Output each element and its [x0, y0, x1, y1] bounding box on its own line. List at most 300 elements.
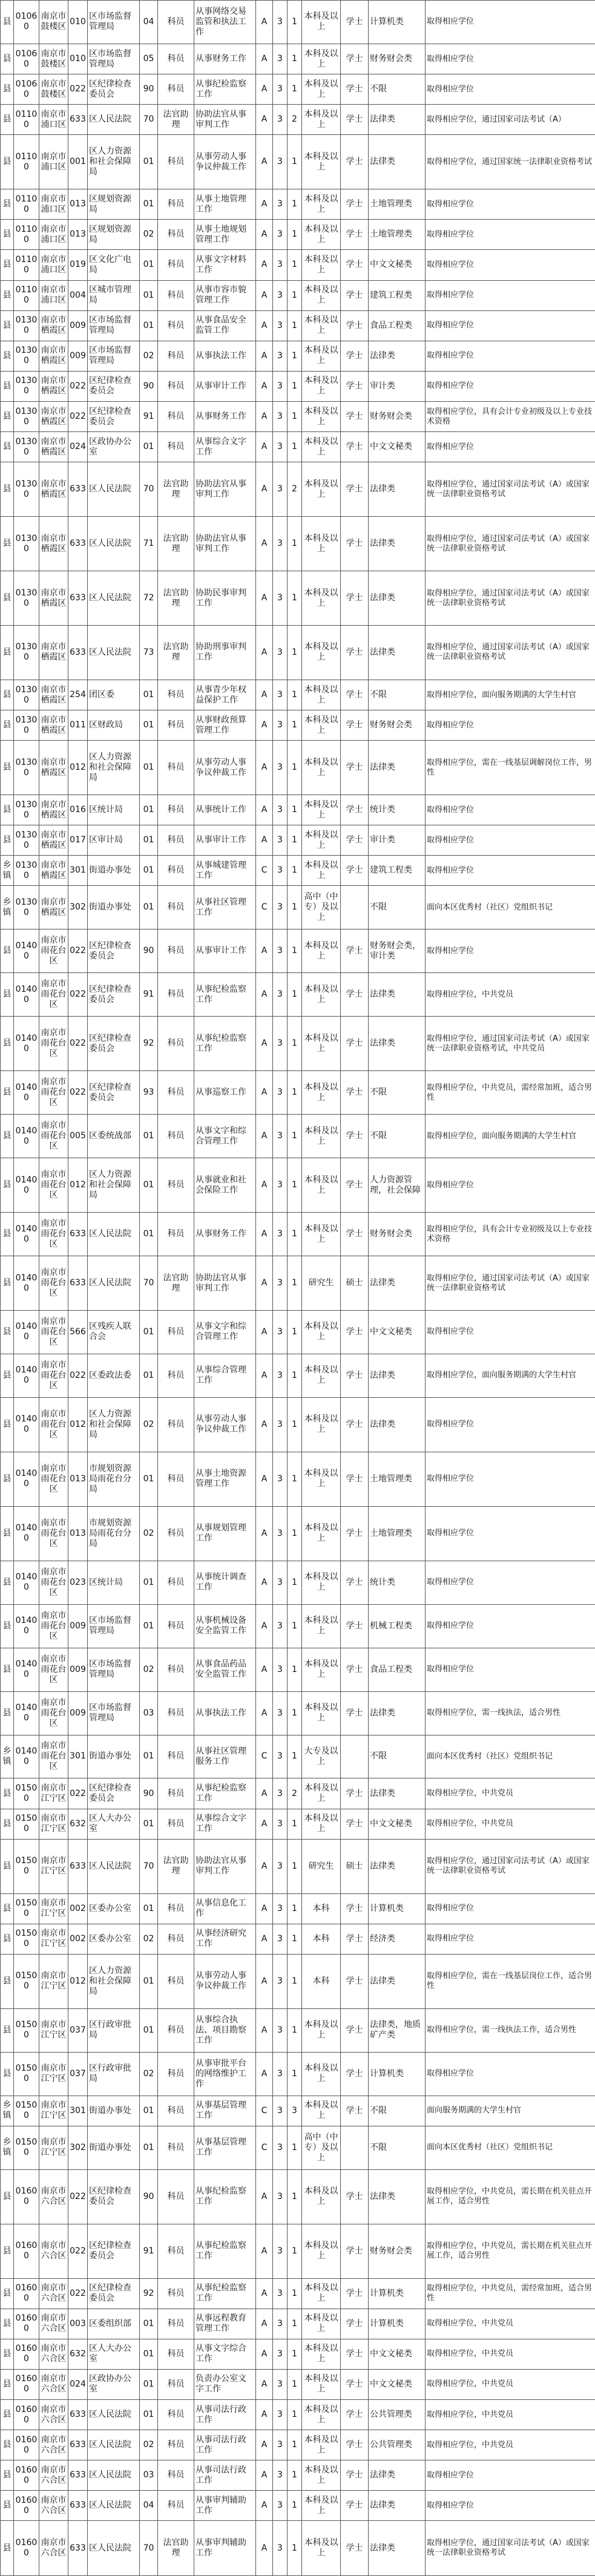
education-cell: 研究生	[302, 1839, 341, 1893]
headcount-cell: 1	[288, 1561, 302, 1604]
unit-code-cell: 002	[68, 1893, 88, 1924]
education-cell: 本科及以上	[302, 2008, 341, 2052]
exam-type-cell: 3	[273, 1809, 288, 1839]
level-cell: 县	[1, 1561, 14, 1604]
position-name-cell: 科员	[158, 929, 194, 973]
position-code-cell: 01	[140, 2339, 158, 2369]
degree-cell: 学士	[341, 462, 369, 517]
headcount-cell: 1	[288, 44, 302, 74]
unit-code-cell: 022	[68, 74, 88, 105]
department-code-cell: 01500	[14, 2052, 39, 2096]
education-cell: 本科及以上	[302, 105, 341, 135]
district-cell: 南京市栖霞区	[39, 462, 68, 517]
major-cell: 计算机类	[369, 2052, 426, 2096]
table-row	[1, 135, 595, 189]
unit-name-cell: 区政协办公室	[88, 432, 140, 462]
degree-cell: 学士	[341, 1924, 369, 1954]
degree-cell: 学士	[341, 1213, 369, 1256]
headcount-cell: 1	[288, 2309, 302, 2339]
unit-name-cell: 区残疾人联合会	[88, 1310, 140, 1354]
category-cell: A	[256, 2224, 273, 2278]
exam-type-cell: 3	[273, 250, 288, 280]
department-code-cell: 01100	[14, 105, 39, 135]
exam-type-cell: 3	[273, 1, 288, 44]
education-cell: 本科及以上	[302, 626, 341, 680]
degree-cell: 学士	[341, 280, 369, 310]
exam-type-cell: 3	[273, 2430, 288, 2460]
major-cell: 法律类	[369, 1954, 426, 2008]
category-cell: A	[256, 1071, 273, 1115]
unit-name-cell: 区人民法院	[88, 2460, 140, 2491]
major-cell: 法律类	[369, 973, 426, 1017]
department-code-cell: 01400	[14, 1506, 39, 1561]
position-name-cell: 科员	[158, 2430, 194, 2460]
table-row	[1, 2278, 595, 2309]
requirements-cell: 取得相应学位	[426, 1506, 595, 1561]
category-cell: C	[256, 2126, 273, 2169]
department-code-cell: 01300	[14, 571, 39, 626]
requirements-cell: 取得相应学位	[426, 2491, 595, 2521]
unit-code-cell: 012	[68, 1158, 88, 1213]
headcount-cell: 1	[288, 856, 302, 886]
headcount-cell: 1	[288, 310, 302, 341]
requirements-cell: 取得相应学位，中共党员	[426, 2309, 595, 2339]
unit-name-cell: 区市场监督管理局	[88, 44, 140, 74]
category-cell: A	[256, 1, 273, 44]
duty-cell: 从事基层管理工作	[194, 2096, 256, 2126]
requirements-cell: 取得相应学位，通过国家司法考试（A）或国家统一法律职业资格考试	[426, 517, 595, 571]
table-row	[1, 401, 595, 431]
headcount-cell: 1	[288, 1256, 302, 1311]
requirements-cell: 取得相应学位，具有会计专业初级及以上专业技术资格	[426, 1213, 595, 1256]
degree-cell: 学士	[341, 2008, 369, 2052]
headcount-cell: 1	[288, 1648, 302, 1691]
degree-cell: 学士	[341, 741, 369, 795]
unit-name-cell: 区市场监督管理局	[88, 1648, 140, 1691]
headcount-cell: 1	[288, 189, 302, 220]
duty-cell: 从事审判辅助工作	[194, 2521, 256, 2576]
district-cell: 南京市雨花台区	[39, 1115, 68, 1158]
requirements-cell: 取得相应学位，通过国家司法考试（A）	[426, 105, 595, 135]
requirements-cell: 取得相应学位	[426, 1561, 595, 1604]
requirements-cell: 取得相应学位，中共党员	[426, 973, 595, 1017]
major-cell: 财务财会类	[369, 710, 426, 741]
duty-cell: 协助法官从事审判工作	[194, 1839, 256, 1893]
level-cell: 乡镇	[1, 1735, 14, 1778]
requirements-cell: 取得相应学位，面向服务期满的大学生村官	[426, 1354, 595, 1397]
major-cell: 法律类	[369, 1397, 426, 1452]
headcount-cell: 1	[288, 1213, 302, 1256]
department-code-cell: 01300	[14, 626, 39, 680]
major-cell: 土地管理类	[369, 1452, 426, 1506]
table-row	[1, 1452, 595, 1506]
unit-name-cell: 区行政审批局	[88, 2008, 140, 2052]
district-cell: 南京市六合区	[39, 2169, 68, 2224]
position-name-cell: 科员	[158, 1213, 194, 1256]
headcount-cell: 1	[288, 1735, 302, 1778]
major-cell: 法律类	[369, 1354, 426, 1397]
exam-type-cell: 3	[273, 626, 288, 680]
exam-type-cell: 3	[273, 1017, 288, 1071]
table-row	[1, 973, 595, 1017]
unit-name-cell: 区行政审批局	[88, 2052, 140, 2096]
position-code-cell: 02	[140, 1506, 158, 1561]
district-cell: 南京市江宁区	[39, 1954, 68, 2008]
position-name-cell: 科员	[158, 1893, 194, 1924]
unit-code-cell: 022	[68, 401, 88, 431]
degree-cell: 学士	[341, 2096, 369, 2126]
category-cell: A	[256, 371, 273, 401]
category-cell: A	[256, 105, 273, 135]
table-row	[1, 571, 595, 626]
exam-type-cell: 3	[273, 825, 288, 856]
unit-code-cell: 633	[68, 1256, 88, 1311]
department-code-cell: 01500	[14, 2008, 39, 2052]
position-code-cell: 01	[140, 2096, 158, 2126]
requirements-cell: 取得相应学位，具有会计专业初级及以上专业技术资格	[426, 401, 595, 431]
department-code-cell: 01400	[14, 1310, 39, 1354]
table-row	[1, 1561, 595, 1604]
district-cell: 南京市鼓楼区	[39, 44, 68, 74]
department-code-cell: 01300	[14, 371, 39, 401]
district-cell: 南京市雨花台区	[39, 1397, 68, 1452]
position-code-cell: 01	[140, 2400, 158, 2430]
department-code-cell: 01500	[14, 2096, 39, 2126]
requirements-cell: 取得相应学位，需在一线基层岗位工作，适合男性	[426, 1954, 595, 2008]
education-cell: 研究生	[302, 1256, 341, 1311]
level-cell: 乡镇	[1, 886, 14, 929]
unit-name-cell: 区纪律检查委员会	[88, 929, 140, 973]
duty-cell: 从事纪检监察工作	[194, 2278, 256, 2309]
category-cell: A	[256, 1648, 273, 1691]
unit-code-cell: 633	[68, 2460, 88, 2491]
position-name-cell: 科员	[158, 1954, 194, 2008]
exam-type-cell: 3	[273, 341, 288, 371]
headcount-cell: 2	[288, 1778, 302, 1809]
table-row	[1, 1017, 595, 1071]
duty-cell: 从事综合执法、项目勘察工作	[194, 2008, 256, 2052]
unit-code-cell: 013	[68, 1506, 88, 1561]
position-name-cell: 科员	[158, 1691, 194, 1735]
exam-type-cell: 3	[273, 856, 288, 886]
category-cell: A	[256, 135, 273, 189]
unit-code-cell: 012	[68, 741, 88, 795]
unit-code-cell: 633	[68, 571, 88, 626]
unit-name-cell: 区人民法院	[88, 462, 140, 517]
unit-code-cell: 022	[68, 1071, 88, 1115]
education-cell: 本科及以上	[302, 825, 341, 856]
position-code-cell: 02	[140, 341, 158, 371]
exam-type-cell: 3	[273, 432, 288, 462]
duty-cell: 从事土地资源管理工作	[194, 1452, 256, 1506]
requirements-cell: 取得相应学位	[426, 44, 595, 74]
unit-code-cell: 009	[68, 1691, 88, 1735]
level-cell: 县	[1, 1115, 14, 1158]
education-cell: 大专及以上	[302, 1735, 341, 1778]
education-cell: 本科及以上	[302, 2460, 341, 2491]
table-row	[1, 1839, 595, 1893]
table-row	[1, 1691, 595, 1735]
education-cell: 本科及以上	[302, 680, 341, 710]
level-cell: 县	[1, 825, 14, 856]
department-code-cell: 01400	[14, 1604, 39, 1648]
district-cell: 南京市六合区	[39, 2491, 68, 2521]
level-cell: 县	[1, 135, 14, 189]
position-code-cell: 01	[140, 1158, 158, 1213]
exam-type-cell: 3	[273, 2126, 288, 2169]
table-row	[1, 1213, 595, 1256]
headcount-cell: 1	[288, 2521, 302, 2576]
exam-type-cell: 3	[273, 1604, 288, 1648]
unit-code-cell: 022	[68, 1354, 88, 1397]
unit-name-cell: 区人力资源和社会保障局	[88, 1397, 140, 1452]
education-cell: 本科及以上	[302, 2491, 341, 2521]
level-cell: 县	[1, 2224, 14, 2278]
department-code-cell: 01600	[14, 2491, 39, 2521]
duty-cell: 从事信息化工作	[194, 1893, 256, 1924]
table-row	[1, 1735, 595, 1778]
headcount-cell: 1	[288, 741, 302, 795]
category-cell: A	[256, 1354, 273, 1397]
unit-code-cell: 022	[68, 1778, 88, 1809]
unit-code-cell: 633	[68, 1839, 88, 1893]
unit-code-cell: 024	[68, 432, 88, 462]
table-row	[1, 1809, 595, 1839]
unit-code-cell: 301	[68, 2096, 88, 2126]
district-cell: 南京市江宁区	[39, 2096, 68, 2126]
table-row	[1, 2400, 595, 2430]
department-code-cell: 01300	[14, 517, 39, 571]
department-code-cell: 01400	[14, 1071, 39, 1115]
education-cell: 本科及以上	[302, 280, 341, 310]
headcount-cell: 1	[288, 1071, 302, 1115]
unit-name-cell: 区纪律检查委员会	[88, 973, 140, 1017]
level-cell: 县	[1, 1604, 14, 1648]
position-code-cell: 01	[140, 2126, 158, 2169]
degree-cell: 学士	[341, 1115, 369, 1158]
position-code-cell: 03	[140, 1691, 158, 1735]
requirements-cell: 取得相应学位	[426, 432, 595, 462]
position-name-cell: 科员	[158, 432, 194, 462]
requirements-cell: 取得相应学位	[426, 250, 595, 280]
unit-name-cell: 区审计局	[88, 825, 140, 856]
position-name-cell: 科员	[158, 1778, 194, 1809]
major-cell: 法律类	[369, 105, 426, 135]
unit-name-cell: 区纪律检查委员会	[88, 2169, 140, 2224]
duty-cell: 从事土地规划管理工作	[194, 220, 256, 250]
position-name-cell: 法官助理	[158, 571, 194, 626]
position-code-cell: 01	[140, 250, 158, 280]
department-code-cell: 01600	[14, 2309, 39, 2339]
major-cell: 不限	[369, 2096, 426, 2126]
category-cell: A	[256, 973, 273, 1017]
unit-name-cell: 区人民法院	[88, 571, 140, 626]
position-name-cell: 科员	[158, 2491, 194, 2521]
position-code-cell: 01	[140, 1954, 158, 2008]
education-cell: 本科及以上	[302, 250, 341, 280]
district-cell: 南京市鼓楼区	[39, 74, 68, 105]
position-name-cell: 科员	[158, 371, 194, 401]
major-cell: 不限	[369, 1735, 426, 1778]
department-code-cell: 01100	[14, 250, 39, 280]
duty-cell: 从事土地管理工作	[194, 189, 256, 220]
unit-name-cell: 区人民法院	[88, 1213, 140, 1256]
district-cell: 南京市雨花台区	[39, 1071, 68, 1115]
level-cell: 县	[1, 1256, 14, 1311]
exam-type-cell: 3	[273, 310, 288, 341]
unit-code-cell: 633	[68, 2491, 88, 2521]
headcount-cell: 1	[288, 517, 302, 571]
education-cell: 本科及以上	[302, 2309, 341, 2339]
unit-name-cell: 区市场监督管理局	[88, 1, 140, 44]
table-row	[1, 2339, 595, 2369]
education-cell: 本科及以上	[302, 310, 341, 341]
district-cell: 南京市雨花台区	[39, 929, 68, 973]
unit-code-cell: 012	[68, 1397, 88, 1452]
position-code-cell: 01	[140, 432, 158, 462]
level-cell: 县	[1, 626, 14, 680]
degree-cell: 学士	[341, 2369, 369, 2399]
category-cell: A	[256, 626, 273, 680]
district-cell: 南京市江宁区	[39, 1809, 68, 1839]
category-cell: A	[256, 795, 273, 825]
position-name-cell: 科员	[158, 341, 194, 371]
unit-name-cell: 区委办公室	[88, 1893, 140, 1924]
duty-cell: 从事社区管理服务工作	[194, 1735, 256, 1778]
degree-cell: 学士	[341, 401, 369, 431]
degree-cell: 学士	[341, 1604, 369, 1648]
exam-type-cell: 3	[273, 1839, 288, 1893]
department-code-cell: 01400	[14, 1354, 39, 1397]
table-row	[1, 2052, 595, 2096]
level-cell: 县	[1, 929, 14, 973]
duty-cell: 从事审判辅助工作	[194, 2491, 256, 2521]
position-code-cell: 01	[140, 856, 158, 886]
district-cell: 南京市栖霞区	[39, 856, 68, 886]
unit-name-cell: 区文化广电局	[88, 250, 140, 280]
district-cell: 南京市六合区	[39, 2460, 68, 2491]
requirements-cell: 取得相应学位	[426, 1648, 595, 1691]
table-row	[1, 371, 595, 401]
education-cell: 本科及以上	[302, 2224, 341, 2278]
degree-cell: 学士	[341, 2224, 369, 2278]
degree-cell: 学士	[341, 135, 369, 189]
education-cell: 本科及以上	[302, 2278, 341, 2309]
major-cell: 法律类	[369, 462, 426, 517]
position-name-cell: 科员	[158, 2008, 194, 2052]
major-cell: 法律类	[369, 1778, 426, 1809]
major-cell: 人力资源管理，社会保障	[369, 1158, 426, 1213]
education-cell: 高中（中专）及以上	[302, 2126, 341, 2169]
category-cell: A	[256, 432, 273, 462]
department-code-cell: 01400	[14, 1561, 39, 1604]
district-cell: 南京市雨花台区	[39, 1256, 68, 1311]
position-name-cell: 科员	[158, 680, 194, 710]
department-code-cell: 01600	[14, 2400, 39, 2430]
level-cell: 县	[1, 401, 14, 431]
position-name-cell: 科员	[158, 74, 194, 105]
position-name-cell: 科员	[158, 2309, 194, 2339]
headcount-cell: 1	[288, 220, 302, 250]
level-cell: 县	[1, 571, 14, 626]
level-cell: 县	[1, 189, 14, 220]
unit-name-cell: 团区委	[88, 680, 140, 710]
duty-cell: 协助法官从事审判工作	[194, 462, 256, 517]
headcount-cell: 1	[288, 1310, 302, 1354]
table-row	[1, 105, 595, 135]
major-cell: 不限	[369, 2126, 426, 2169]
district-cell: 南京市浦口区	[39, 135, 68, 189]
requirements-cell: 取得相应学位，中共党员，需长期在机关驻点开展工作，适合男性	[426, 2169, 595, 2224]
table-row	[1, 310, 595, 341]
duty-cell: 从事劳动人事争议仲裁工作	[194, 1397, 256, 1452]
district-cell: 南京市栖霞区	[39, 341, 68, 371]
major-cell: 中文文秘类	[369, 1809, 426, 1839]
level-cell: 县	[1, 1809, 14, 1839]
major-cell: 不限	[369, 1115, 426, 1158]
position-name-cell: 科员	[158, 44, 194, 74]
table-row	[1, 1506, 595, 1561]
position-code-cell: 90	[140, 371, 158, 401]
degree-cell: 学士	[341, 571, 369, 626]
degree-cell: 学士	[341, 1354, 369, 1397]
unit-name-cell: 区纪律检查委员会	[88, 401, 140, 431]
headcount-cell: 3	[288, 2096, 302, 2126]
district-cell: 南京市浦口区	[39, 189, 68, 220]
requirements-cell: 取得相应学位，通过国家司法考试（A）或国家统一法律职业资格考试	[426, 2521, 595, 2576]
unit-name-cell: 区人民法院	[88, 1256, 140, 1311]
requirements-cell: 面向服务期满的大学生村官	[426, 2096, 595, 2126]
degree-cell: 学士	[341, 44, 369, 74]
unit-name-cell: 区人民法院	[88, 517, 140, 571]
major-cell: 土地管理类	[369, 220, 426, 250]
level-cell: 县	[1, 2339, 14, 2369]
table-row	[1, 2521, 595, 2576]
department-code-cell: 01300	[14, 741, 39, 795]
major-cell: 财务财会类	[369, 2224, 426, 2278]
level-cell: 县	[1, 1397, 14, 1452]
position-code-cell: 71	[140, 517, 158, 571]
unit-name-cell: 区纪律检查委员会	[88, 1071, 140, 1115]
district-cell: 南京市六合区	[39, 2369, 68, 2399]
degree-cell: 学士	[341, 1506, 369, 1561]
level-cell: 县	[1, 741, 14, 795]
unit-name-cell: 区人力资源和社会保障局	[88, 1954, 140, 2008]
department-code-cell: 01600	[14, 2521, 39, 2576]
district-cell: 南京市江宁区	[39, 1893, 68, 1924]
category-cell: A	[256, 1213, 273, 1256]
headcount-cell: 1	[288, 626, 302, 680]
education-cell: 本科及以上	[302, 189, 341, 220]
exam-type-cell: 3	[273, 2521, 288, 2576]
requirements-cell: 取得相应学位，中共党员	[426, 2430, 595, 2460]
level-cell: 县	[1, 1778, 14, 1809]
duty-cell: 从事执法工作	[194, 341, 256, 371]
education-cell: 本科及以上	[302, 1310, 341, 1354]
level-cell: 县	[1, 1017, 14, 1071]
exam-type-cell: 3	[273, 1354, 288, 1397]
duty-cell: 从事文字综合工作	[194, 2339, 256, 2369]
table-row	[1, 220, 595, 250]
education-cell: 本科及以上	[302, 1452, 341, 1506]
table-row	[1, 1397, 595, 1452]
district-cell: 南京市栖霞区	[39, 517, 68, 571]
district-cell: 南京市栖霞区	[39, 795, 68, 825]
duty-cell: 从事劳动人事争议仲裁工作	[194, 135, 256, 189]
position-name-cell: 法官助理	[158, 2521, 194, 2576]
position-code-cell: 92	[140, 2278, 158, 2309]
unit-name-cell: 区人大办公室	[88, 2339, 140, 2369]
